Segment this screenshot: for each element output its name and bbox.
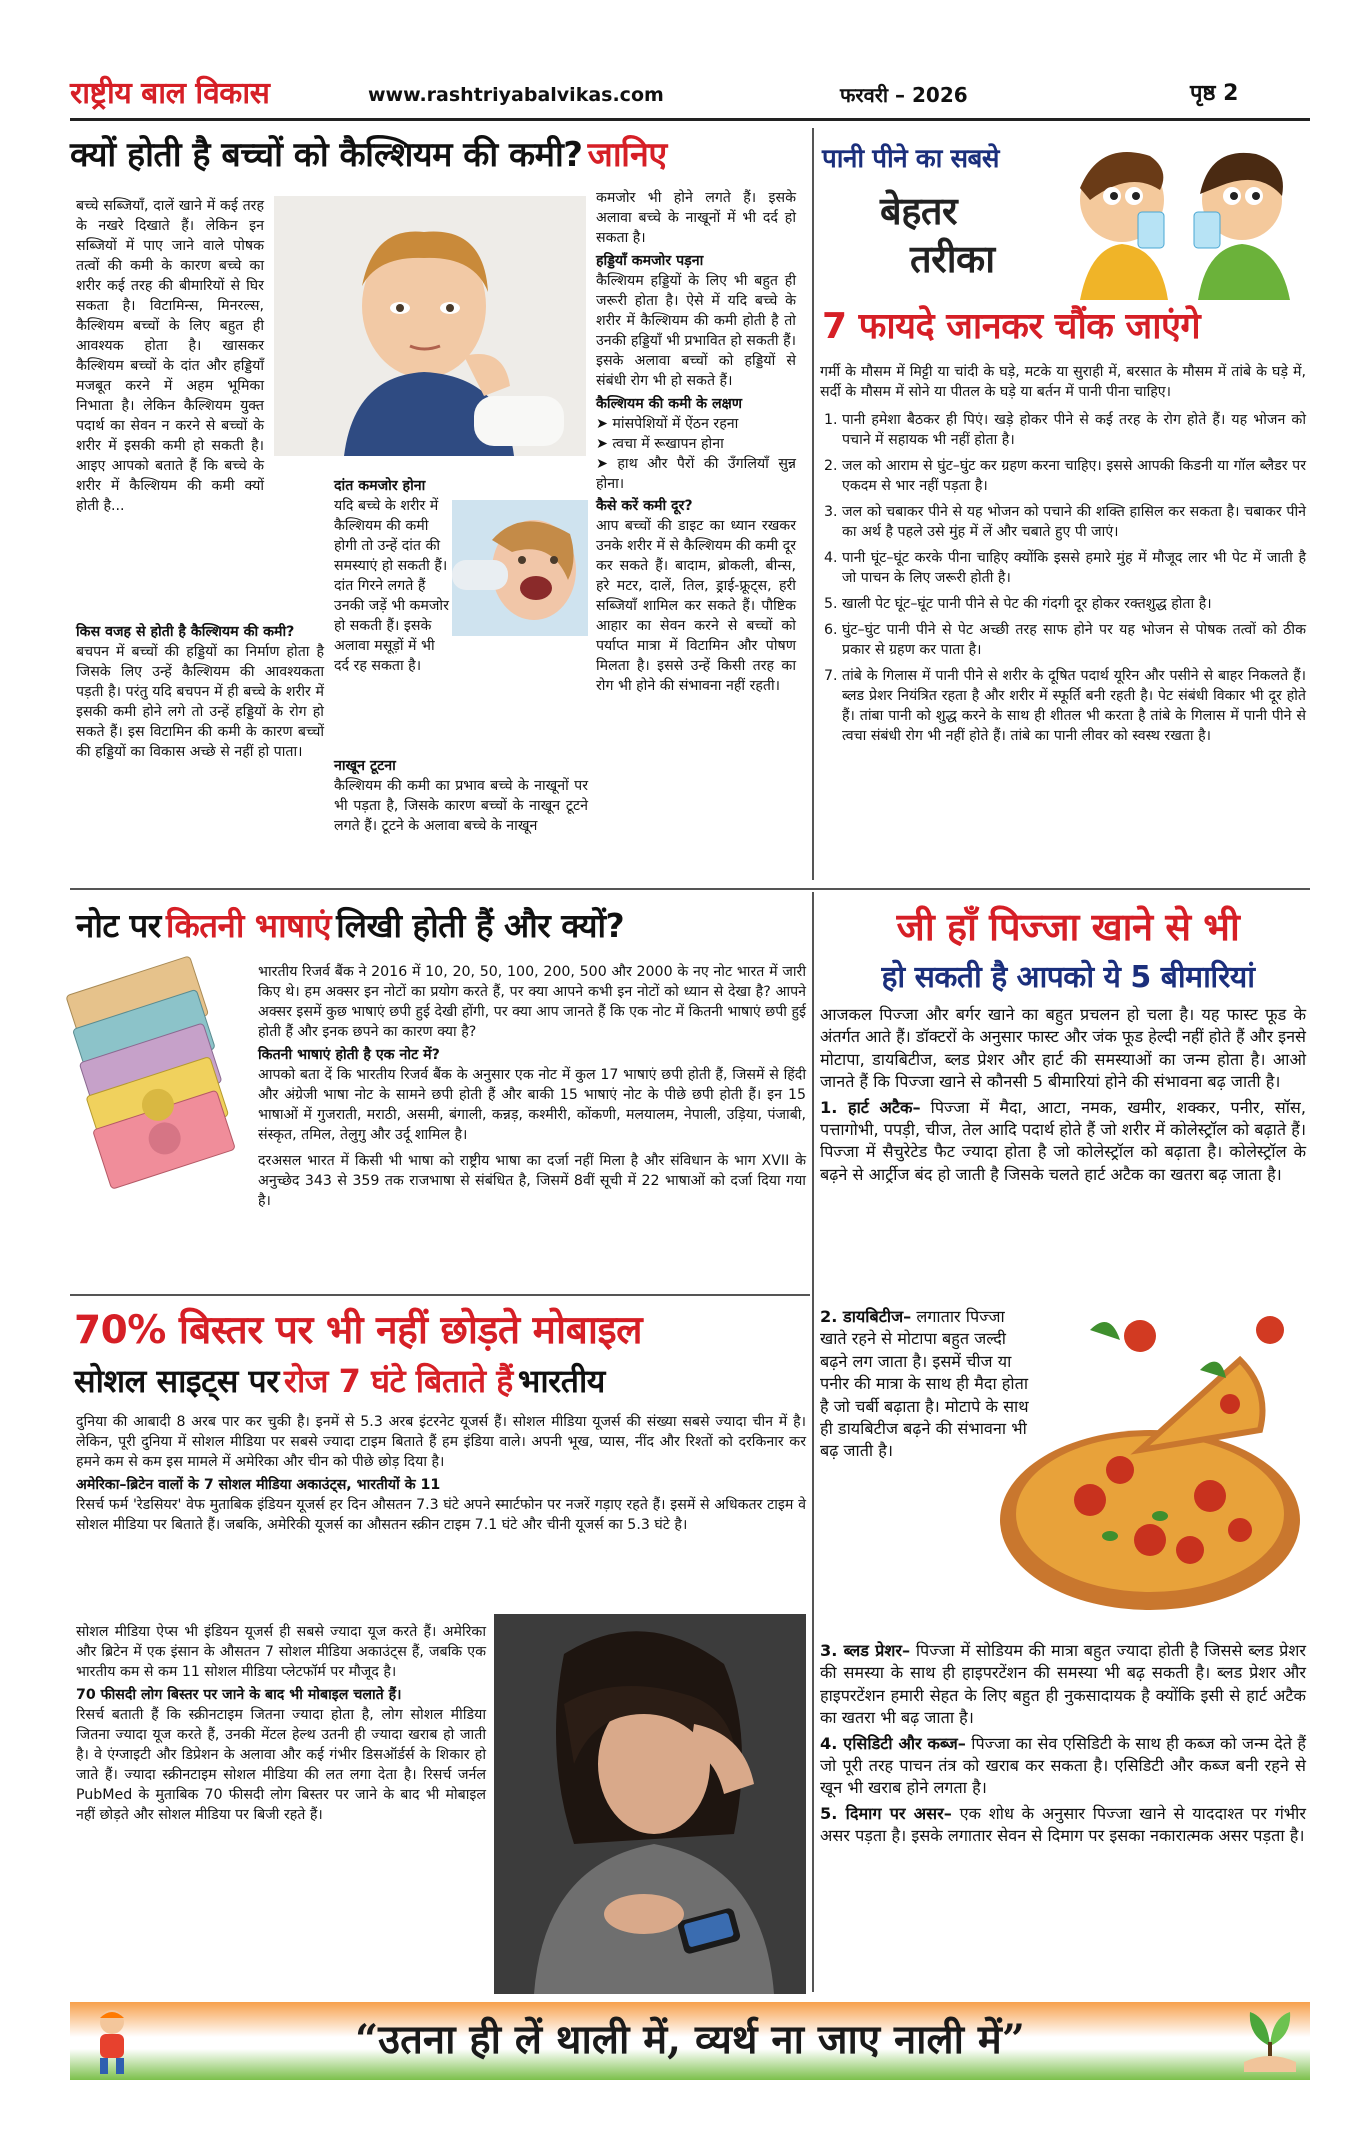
notes-para-3: दरअसल भारत में किसी भी भाषा को राष्ट्रीय भाषा का दर्जा नहीं मिला है और संविधान के भाग XVII के अनुच्छेद 343 से 359 तक राजभाषा से संबंधित है, जिसमें 8वीं सूची में 22 भाषाओं को दर्जा दिया गया है। (258, 1153, 806, 1209)
water-point: 1. पानी हमेशा बैठकर ही पिएं। खड़े होकर पीने से कई तरह के रोग होते हैं। यह भोजन को पचाने में सहायक भी नहीं होता है। (842, 410, 1306, 450)
calcium-heading-teeth: दांत कमजोर होना (334, 478, 426, 494)
water-title-2: बेहतर (880, 189, 958, 233)
pizza-item-5-head: 5. दिमाग पर असर– (820, 1803, 952, 1823)
vertical-rule-bottom (812, 892, 814, 1992)
boy-illustration (274, 196, 586, 456)
pizza-body-top (820, 1004, 1306, 1304)
notes-headline (76, 900, 806, 954)
calcium-col-2-lower (334, 644, 588, 878)
calcium-col3-text: कमजोर भी होने लगते हैं। इसके अलावा बच्चे के नाखूनों में भी दर्द हो सकता है। (596, 190, 796, 246)
calcium-title: क्यों होती है बच्चों को कैल्शियम की कमी? (70, 135, 583, 175)
symptom-item: ➤ हाथ और पैरों की उँगलियाँ सुन्न होना। (596, 456, 796, 492)
symptom-item: ➤ त्वचा में रूखापन होना (596, 436, 724, 452)
calcium-heading-bones: हड्डियाँ कमजोर पड़ना (596, 253, 704, 269)
notes-para-1: भारतीय रिजर्व बैंक ने 2016 में 10, 20, 50, 100, 200, 500 और 2000 के नए नोट भारत में जारी किए थे। हम अक्सर इन नोटों का प्रयोग करते हैं, पर क्या आपने कभी इन नोटों को ध्यान से देखा है? आपने अक्सर इसमें कुछ भाषाएं छपी हुई देखी होंगी, पर क्या आप जानते हैं कि एक नोट में कितनी भाषाएं छपी हुई होती हैं और इनक छपने का कारण क्या है? (258, 964, 806, 1040)
water-point: 7. तांबे के गिलास में पानी पीने से शरीर के दूषित पदार्थ यूरिन और पसीने से बाहर निकलते हैं। ब्लड प्रेशर नियंत्रित रहता है और शरीर में स्फूर्ति बनी रहती है। पेट संबंधी विकार भी दूर होते हैं। तांबा पानी को शुद्ध करने के साथ ही शीतल भी करता है तांबे के गिलास में पानी पीने से त्वचा संबंधी रोग भी नहीं होते हैं। तांबे का पानी लीवर को स्वस्थ रखता है। (842, 666, 1306, 746)
calcium-headline (70, 128, 810, 184)
pizza-item-1-head: 1. हार्ट अटैक– (820, 1097, 921, 1117)
calcium-nails-text: कैल्शियम की कमी का प्रभाव बच्चे के नाखूनों पर भी पड़ता है, जिसके कारण बच्चों के नाखून टूटने लगते हैं। टूटने के अलावा बच्चे के नाखून (334, 778, 588, 834)
pizza-item-2-text: लगातार पिज्जा खाते रहने से मोटापा बहुत जल्दी बढ़ने लग जाता है। इसमें चीज या पनीर की मात्रा के साथ ही मैदा होता है जो चर्बी बढ़ाता है। मोटापे के साथ ही डायबिटीज बढ़ने की संभावना भी बढ़ जाती है। (820, 1307, 1029, 1461)
pizza-item-3 (820, 1640, 1306, 1730)
woman-with-phone-image (494, 1614, 806, 1994)
calcium-col-1 (76, 196, 264, 514)
masthead-rule (70, 118, 1310, 121)
calcium-col-3 (596, 188, 796, 878)
mobile-para-2: रिसर्च फर्म 'रेडसियर' वेफ मुताबिक इंडियन यूजर्स हर दिन औसतन 7.3 घंटे अपने स्मार्टफोन पर नजरें गड़ाए रहते हैं। इसमें से अधिकतर टाइम वे सोशल मीडिया पर बिताते हैं। जबकि, अमेरिकी यूजर्स का औसतन स्क्रीन टाइम 7.1 घंटे और चीनी यूजर्स का 5.3 घंटे है। (76, 1497, 806, 1533)
symptom-text: त्वचा में रूखापन होना (612, 436, 724, 452)
notes-title-a: नोट पर (76, 906, 161, 945)
pizza-item-5-text: एक शोध के अनुसार पिज्जा खाने से याददाश्त पर गंभीर असर पड़ता है। इसके लगातार सेवन से दिमाग पर इसका नकारात्मक असर पड़ता है। (820, 1803, 1306, 1846)
calcium-col-2 (334, 474, 452, 674)
pizza-item-3-head: 3. ब्लड प्रेशर– (820, 1641, 911, 1660)
symptom-item: ➤ मांसपेशियों में ऐंठन रहना (596, 416, 739, 432)
notes-body (258, 962, 806, 1286)
calcium-heading-nails: नाखून टूटना (334, 758, 396, 774)
calcium-title-highlight: जानिए (587, 135, 667, 175)
mobile-title-2b: रोज 7 घंटे बिताते हैं (283, 1362, 513, 1400)
mobile-title-2c: भारतीय (517, 1362, 605, 1400)
calcium-bones-text: कैल्शियम हड्डियों के लिए भी बहुत ही जरूरी होता है। ऐसे में यदि बच्चे के शरीर में कैल्शियम की कमी होती है तो उनकी हड्डियाँ भी प्रभावित हो सकती हैं। इसके अलावा बच्चों को हड्डियों से संबंधी रोग भी हो सकते हैं। (596, 273, 796, 389)
currency-notes-icon (74, 960, 250, 1184)
water-headline (820, 128, 1310, 358)
website-url[interactable]: www.rashtriyabalvikas.com (368, 84, 664, 106)
symptom-text: मांसपेशियों में ऐंठन रहना (612, 416, 739, 432)
calcium-intro: बच्चे सब्जियाँ, दालें खाने में कई तरह के नखरे दिखाते हैं। लेकिन इन सब्जियों में पाए जाने वाले पोषक तत्वों की कमी के कारण बच्चे का शरीर कई तरह की बीमारियों से घिर सकता है। विटामिन्स, मिनरल्स, कैल्शियम बच्चों के लिए बहुत ही आवश्यक होता है। खासकर कैल्शियम बच्चों के दांत और हड्डियाँ मजबूत करने में अहम भूमिका निभाता है। लेकिन कैल्शियम युक्त पदार्थ का सेवन न करने से बच्चों के शरीर में इसकी कमी हो सकती है। आइए आपको बताते हैं कि बच्चे के शरीर में कैल्शियम की कमी क्यों होती है... (76, 198, 264, 514)
stressed-woman-illustration (494, 1614, 806, 1994)
calcium-heading-symptoms: कैल्शियम की कमी के लक्षण (596, 396, 743, 412)
water-point: 3. जल को चबाकर पीने से यह भोजन को पचाने की शक्ति हासिल कर सकता है। चबाकर पीने का अर्थ है पहले उसे मुंह में लें और चबाते हुए पी जाएं। (842, 502, 1306, 542)
water-point: 5. खाली पेट घूंट–घूंट पानी पीने से पेट की गंदगी दूर होकर रक्तशुद्ध होता है। (842, 594, 1306, 614)
notes-title-c: लिखी होती हैं और क्यों? (336, 906, 625, 945)
notes-para-2: आपको बता दें कि भारतीय रिजर्व बैंक के अनुसार एक नोट में कुल 17 भाषाएं छपी होती हैं, जिसमें से हिंदी और अंग्रेजी भाषा नोट के सामने छपी होती हैं और बाकी 15 भाषाएं नोट के पीछे छपी होती हैं। इन 15 भाषाओं में गुजराती, मराठी, असमी, बंगाली, कन्नड़, कश्मीरी, कोंकणी, मलयालम, नेपाली, उड़िया, पंजाबी, संस्कृत, तमिल, तेलुगु और उर्दू शामिल है। (258, 1067, 806, 1143)
page-number: पृष्ठ 2 (1190, 81, 1239, 106)
pizza-item-3-text: पिज्जा में सोडियम की मात्रा बहुत ज्यादा होती है जिससे ब्लड प्रेशर की समस्या के साथ ही हाइपरटेंशन की समस्या भी बढ़ सकती है। ब्लड प्रेशर और हाइपरटेंशन हमारी सेहत के लिए बहुत ही नुकसादायक है क्योंकि इसी से हार्ट अटैक का खतरा भी बढ़ जाता है। (820, 1641, 1306, 1728)
symptom-text: हाथ और पैरों की उँगलियाँ सुन्न होना। (596, 456, 796, 492)
pizza-item-1 (820, 1097, 1306, 1187)
water-points-list (820, 410, 1306, 746)
calcium-heading-why: किस वजह से होती है कैल्शियम की कमी? (76, 624, 295, 640)
water-intro: गर्मी के मौसम में मिट्टी या चांदी के घड़े, मटके या सुराही में, बरसात के मौसम में तांबे के घड़े में, सर्दी के मौसम में सोने या पीतल के घड़े या बर्तन में पानी पीना चाहिए। (820, 364, 1306, 400)
water-subtitle: 7 फायदे जानकर चौंक जाएंगे (822, 306, 1201, 347)
pizza-item-4-text: पिज्जा का सेव एसिडिटी के साथ ही कब्ज को जन्म देते हैं जो पूरी तरह पाचन तंत्र को खराब कर सकता है। एसिडिटी और कब्ज बनी रहने से खून भी खराब होने लगता है। (820, 1733, 1306, 1798)
water-body (820, 362, 1306, 882)
pizza-item-4 (820, 1733, 1306, 1800)
pizza-icon (990, 1300, 1310, 1632)
pizza-item-4-head: 4. एसिडिटी और कब्ज– (820, 1733, 966, 1753)
footer-slogan: “उतना ही लें थाली में, व्यर्थ ना जाए नाली में” (355, 2016, 1025, 2063)
logo: राष्ट्रीय बाल विकास (70, 76, 270, 111)
footer-strip (70, 2002, 1310, 2080)
pizza-item-5 (820, 1803, 1306, 1848)
vertical-rule-top (812, 128, 814, 880)
water-point: 6. घुंट–घुंट पानी पीने से पेट अच्छी तरह साफ होने पर यह भोजन से पोषक तत्वों को ठीक प्रकार से ग्रहण कर पाता है। (842, 620, 1306, 660)
pizza-title-1: जी हाँ पिज्जा खाने से भी (896, 905, 1240, 949)
pizza-item-1-text: पिज्जा में मैदा, आटा, नमक, खमीर, शक्कर, पनीर, सॉस, पत्तागोभी, पपड़ी, चीज, तेल आदि पदार्थ होते हैं जो शरीर में कोलेस्ट्रॉल को बढ़ाते हैं। पिज्जा में सैचुरेटेड फैट ज्यादा होता है जो कोलेस्ट्रॉल को बढ़ाता है। कोलेस्ट्रॉल के बढ़ने से आर्ट्रीज बंद हो जाती है जिसके चलते हार्ट अटैक का खतरा बढ़ जाता है। (820, 1097, 1307, 1184)
water-title-1: पानी पीने का सबसे (822, 144, 999, 174)
calcium-col-1-lower (76, 620, 324, 878)
calcium-teeth-text: यदि बच्चे के शरीर में कैल्शियम की कमी होगी तो उन्हें दांत की समस्याएं हो सकती हैं। दांत गिरने लगते हैं उनकी जड़ें भी कमजोर हो सकती हैं। इसके अलावा मसूड़ों में भी दर्द रह सकता है। (334, 498, 449, 674)
calcium-cure-text: आप बच्चों की डाइट का ध्यान रखकर उनके शरीर में से कैल्शियम की कमी दूर कर सकते हैं। बादाम, ब्रोकली, बीन्स, हरे मटर, दालें, तिल, ड्राई-फ्रूट्स, हरी सब्जियाँ शामिल कर सकते हैं। पौष्टिक आहार का सेवन करने से बच्चों को पर्याप्त मात्रा में विटामिन और पोषण मिलता है। इससे उन्हें किसी तरह का रोग भी होने की संभावना नहीं रहती। (596, 518, 796, 694)
notes-heading: कितनी भाषाएं होती है एक नोट में? (258, 1047, 440, 1063)
calcium-intro-cont (76, 470, 320, 490)
calcium-why-text: बचपन में बच्चों की हड्डियों का निर्माण होता है जिसके लिए उन्हें कैल्शियम की आवश्यकता पड़ती है। परंतु यदि बचपन में ही बच्चे के शरीर में इसकी कमी होने लगे तो उन्हें हड्डियों के रोग हो सकते हैं। इस विटामिन की कमी के कारण बच्चों की हड्डियों का विकास अच्छे से नहीं हो पाता। (76, 644, 324, 760)
mobile-heading-1: अमेरिका–ब्रिटेन वालों के 7 सोशल मीडिया अकाउंट्स, भारतीयों के 11 (76, 1477, 441, 1493)
mobile-title-1: 70% बिस्तर पर भी नहीं छोड़ते मोबाइल (74, 1308, 643, 1353)
dentist-illustration (452, 500, 588, 636)
plant-in-hand-icon (1238, 2006, 1302, 2076)
horizontal-rule-mid (70, 888, 1310, 890)
mobile-title-2 (74, 1358, 810, 1406)
mobile-para-3: रिसर्च बताती हैं कि स्क्रीनटाइम जितना ज्यादा होता है, लोग सोशल मीडिया जितना ज्यादा यूज करते हैं, उनकी मेंटल हेल्थ उतनी ही ज्यादा खराब हो जाती है। वे एंग्जाइटी और डिप्रेशन के अलावा और कई गंभीर डिसऑर्डर्स के शिकार हो जाते हैं। ज्यादा स्क्रीनटाइम सोशल मीडिया की लत लगा देता है। रिसर्च जर्नल PubMed के मुताबिक 70 फीसदी लोग बिस्तर पर जाने के बाद भी मोबाइल नहीं छोड़ते और सोशल मीडिया पर बिजी रहते हैं। (76, 1707, 486, 1823)
mobile-body-left (76, 1622, 486, 1990)
water-title-3: तरीका (910, 237, 995, 281)
water-point: 4. पानी घूंट–घूंट करके पीना चाहिए क्योंकि इससे हमारे मुंह में मौजूद लार भी पेट में जाती है जो पाचन के लिए जरूरी होती है। (842, 548, 1306, 588)
pizza-intro: आजकल पिज्जा और बर्गर खाने का बहुत प्रचलन हो चला है। यह फास्ट फूड के अंतर्गत आते हैं। डॉक्टरों के अनुसार फास्ट और जंक फूड हेल्दी नहीं होते हैं और इनसे मोटापा, डायबिटीज, ब्लड प्रेशर और हार्ट की समस्याओं का जन्म होता है। आओ जानते हैं कि पिज्जा खाने से कौनसी 5 बीमारियां होने की संभावना बढ़ जाती है। (820, 1005, 1306, 1092)
calcium-heading-cure: कैसे करें कमी दूर? (596, 498, 693, 514)
kids-drinking-water-icon (1060, 130, 1308, 300)
mobile-heading-2: 70 फीसदी लोग बिस्तर पर जाने के बाद भी मोबाइल चलाते हैं। (76, 1687, 402, 1703)
horizontal-rule-left (70, 1294, 810, 1296)
currency-notes-image (74, 960, 250, 1184)
water-point: 2. जल को आराम से घुंट–घुंट कर ग्रहण करना चाहिए। इससे आपकी किडनी या गॉल ब्लैडर पर एकदम से भार नहीं पड़ता है। (842, 456, 1306, 496)
girl-dentist-image (452, 500, 588, 636)
mobile-para-1: दुनिया की आबादी 8 अरब पार कर चुकी है। इनमें से 5.3 अरब इंटरनेट यूजर्स हैं। सोशल मीडिया यूजर्स की संख्या सबसे ज्यादा चीन में है। लेकिन, पूरी दुनिया में सोशल मीडिया पर सबसे ज्यादा टाइम बिताते हैं हम इंडिया वाले। अपनी भूख, प्यास, नींद और रिश्तों को दरकिनार कर हमने कम से कम इस मामले में अमेरिका और चीन को पीछे छोड़ दिया है। (76, 1414, 806, 1470)
pizza-item-2-head: 2. डायबिटीज– (820, 1307, 912, 1326)
masthead (70, 76, 1300, 114)
mobile-title-2a: सोशल साइट्स पर (74, 1362, 279, 1400)
pizza-title-2: हो सकती है आपको ये 5 बीमारियां (881, 960, 1255, 995)
issue-date: फरवरी – 2026 (840, 83, 968, 107)
boy-drinking-milk-image (274, 196, 586, 456)
pizza-image (990, 1300, 1310, 1632)
notes-title-b: कितनी भाषाएं (165, 906, 331, 945)
mobile-para-2b: सोशल मीडिया ऐप्स भी इंडियन यूजर्स ही सबसे ज्यादा यूज करते हैं। अमेरिका और ब्रिटेन में एक इंसान के औसतन 7 सोशल मीडिया अकाउंट्स हैं, जबकि एक भारतीय कम से कम 11 सोशल मीडिया प्लेटफॉर्म पर मौजूद है। (76, 1624, 486, 1680)
pizza-body-bottom (820, 1640, 1306, 1992)
mobile-body-top (76, 1412, 806, 1626)
